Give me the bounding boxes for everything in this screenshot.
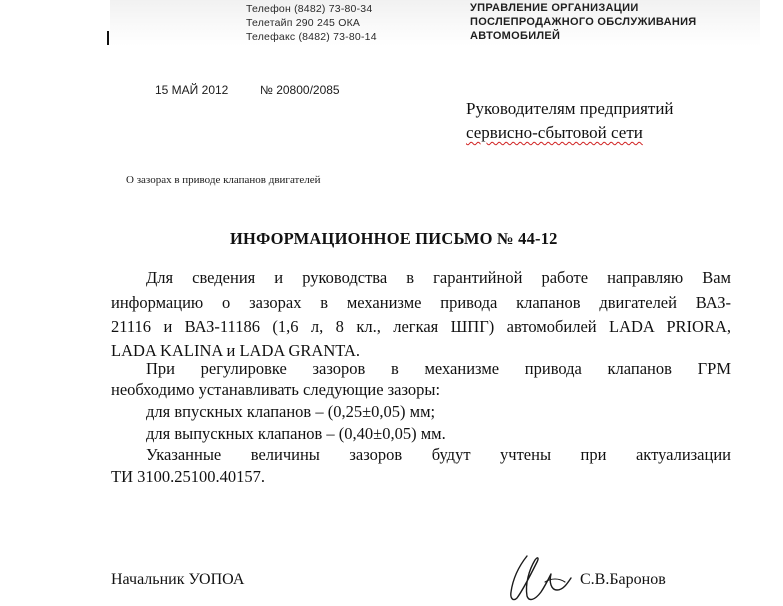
body-p3-line1: Указанные величины зазоров будут учтены при актуализации bbox=[146, 445, 731, 464]
body-p2-line2: необходимо устанавливать следующие зазоры: bbox=[111, 380, 441, 399]
org-name-line1: УПРАВЛЕНИЕ ОРГАНИЗАЦИИ bbox=[470, 2, 639, 14]
text-cursor[interactable] bbox=[107, 31, 109, 45]
signer-position: Начальник УОПОА bbox=[111, 571, 245, 588]
signer-name: С.В.Баронов bbox=[580, 571, 666, 588]
phone-text: Телефон (8482) 73-80-34 bbox=[246, 3, 373, 15]
addressee-line1: Руководителям предприятий bbox=[466, 99, 674, 118]
letter-number: № 20800/2085 bbox=[260, 83, 340, 97]
body-p1-line2: информацию о зазорах в механизме привода клапанов двигателей ВАЗ- bbox=[111, 293, 731, 312]
body-p2-line4: для выпускных клапанов – (0,40±0,05) мм. bbox=[146, 424, 446, 443]
body-p1-line3: 21116 и ВАЗ-11186 (1,6 л, 8 кл., легкая ШПГ) автомобилей LADA PRIORA, bbox=[111, 317, 731, 336]
letter-date: 15 МАЙ 2012 bbox=[155, 83, 229, 97]
body-p2-line3: для впускных клапанов – (0,25±0,05) мм; bbox=[146, 402, 436, 421]
org-name-line2: ПОСЛЕПРОДАЖНОГО ОБСЛУЖИВАНИЯ bbox=[470, 16, 697, 28]
fax-text: Телефакс (8482) 73-80-14 bbox=[246, 31, 377, 43]
org-name-line3: АВТОМОБИЛЕЙ bbox=[470, 30, 561, 42]
subject-line: О зазорах в приводе клапанов двигателей bbox=[126, 174, 321, 186]
body-p3-line2: ТИ 3100.25100.40157. bbox=[111, 467, 265, 486]
addressee-line2 bbox=[466, 121, 643, 145]
addressee-line2-text: сервисно-сбытовой сети bbox=[466, 123, 643, 142]
handwritten-signature bbox=[505, 548, 575, 606]
teletype-text: Телетайп 290 245 ОКА bbox=[246, 17, 361, 29]
body-p2-line1: При регулировке зазоров в механизме привода клапанов ГРМ bbox=[146, 359, 731, 378]
letter-title: ИНФОРМАЦИОННОЕ ПИСЬМО № 44-12 bbox=[230, 229, 558, 248]
body-p1-line4: LADA KALINA и LADA GRANTA. bbox=[111, 341, 361, 360]
body-p1-line1: Для сведения и руководства в гарантийной работе направляю Вам bbox=[146, 268, 731, 287]
